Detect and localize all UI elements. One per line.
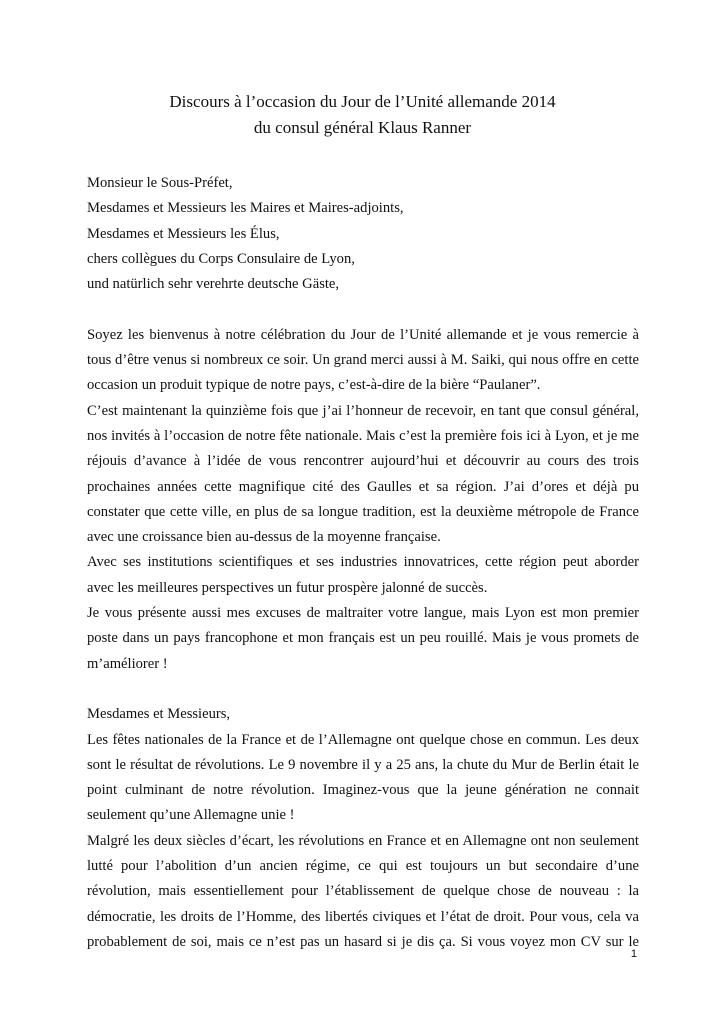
document-title-line-2: du consul général Klaus Ranner: [253, 118, 472, 137]
paragraph-line: avec une croissance bien au-dessus de la moyenne française.: [87, 529, 441, 546]
paragraph-line: Malgré les deux siècles d’écart, les révolutions en France et en Allemagne ont non seulement: [87, 832, 639, 849]
salutation-line: Mesdames et Messieurs les Élus,: [87, 225, 280, 242]
paragraph-line: tous d’être venus si nombreux ce soir. Un grand merci aussi à M. Saiki, qui nous offre en cette: [87, 352, 639, 369]
paragraph-line: Les fêtes nationales de la France et de l’Allemagne ont quelque chose en commun. Les deux: [87, 731, 639, 748]
salutation-line: chers collègues du Corps Consulaire de Lyon,: [87, 250, 355, 267]
paragraph-line: nos invités à l’occasion de notre fête nationale. Mais c’est la première fois ici à Lyon, et je me: [87, 427, 639, 444]
paragraph-region: [87, 550, 639, 601]
paragraph-revolutions: [87, 829, 639, 955]
paragraph-line: poste dans un pays francophone et mon français est un peu rouillé. Mais je vous promets de: [87, 630, 639, 647]
paragraph-line: point culminant de notre révolution. Imaginez-vous que la jeune génération ne connait: [87, 782, 639, 799]
paragraph-apology: [87, 601, 639, 677]
speech-body: [87, 171, 639, 955]
paragraph-line: avec les meilleures perspectives un futur prospère jalonné de succès.: [87, 579, 488, 596]
salutation-line: und natürlich sehr verehrte deutsche Gäste,: [87, 276, 340, 293]
paragraph-line: Avec ses institutions scientifiques et ses industries innovatrices, cette région peut aborder: [87, 554, 639, 571]
page-number: 1: [630, 948, 637, 960]
paragraph-national-days: [87, 728, 639, 829]
paragraph-line: constater que cette ville, en plus de sa longue tradition, est la deuxième métropole de France: [87, 503, 639, 520]
paragraph-line: probablement de soi, mais ce n’est pas un hasard si je dis ça. Si vous voyez mon CV sur le: [87, 933, 639, 950]
paragraph-welcome: [87, 323, 639, 399]
salutation-line: Mesdames et Messieurs les Maires et Maires-adjoints,: [87, 200, 404, 217]
paragraph-line: Je vous présente aussi mes excuses de maltraiter votre langue, mais Lyon est mon premier: [87, 605, 639, 622]
paragraph-line: m’améliorer !: [87, 655, 168, 672]
paragraph-line: démocratie, les droits de l’Homme, des libertés civiques et l’état de droit. Pour vous, cela va: [87, 908, 639, 925]
paragraph-line: seulement qu’une Allemagne unie !: [87, 807, 295, 824]
paragraph-line: réjouis d’avance à l’idée de vous rencontrer aujourd’hui et découvrir au cours des trois: [87, 453, 639, 470]
paragraph-line: révolution, mais essentiellement pour l’établissement de quelque chose de nouveau : la: [87, 883, 639, 900]
paragraph-line: Soyez les bienvenus à notre célébration du Jour de l’Unité allemande et je vous remercie à: [87, 326, 639, 343]
document-title-line-1: Discours à l’occasion du Jour de l’Unité allemande 2014: [169, 92, 556, 111]
paragraph-line: C’est maintenant la quinzième fois que j’ai l’honneur de recevoir, en tant que consul général,: [87, 402, 639, 419]
paragraph-introduction: [87, 399, 639, 551]
paragraph-line: occasion un produit typique de notre pays, c’est-à-dire de la bière “Paulaner”.: [87, 377, 541, 394]
opening-salutations: [87, 171, 639, 297]
paragraph-line: prochaines années cette magnifique cité des Gaulles et sa région. J’ai d’ores et déjà pu: [87, 478, 639, 495]
salutation-line: Monsieur le Sous-Préfet,: [87, 175, 233, 191]
paragraph-line: sont le résultat de révolutions. Le 9 novembre il y a 25 ans, la chute du Mur de Berlin était le: [87, 756, 639, 773]
paragraph-line: lutté pour l’abolition d’un ancien régime, ce qui est toujours un but secondaire d’une: [87, 858, 639, 875]
paragraph-spacer: [87, 297, 639, 322]
second-salutation: Mesdames et Messieurs,: [87, 706, 231, 723]
paragraph-spacer: [87, 677, 639, 702]
